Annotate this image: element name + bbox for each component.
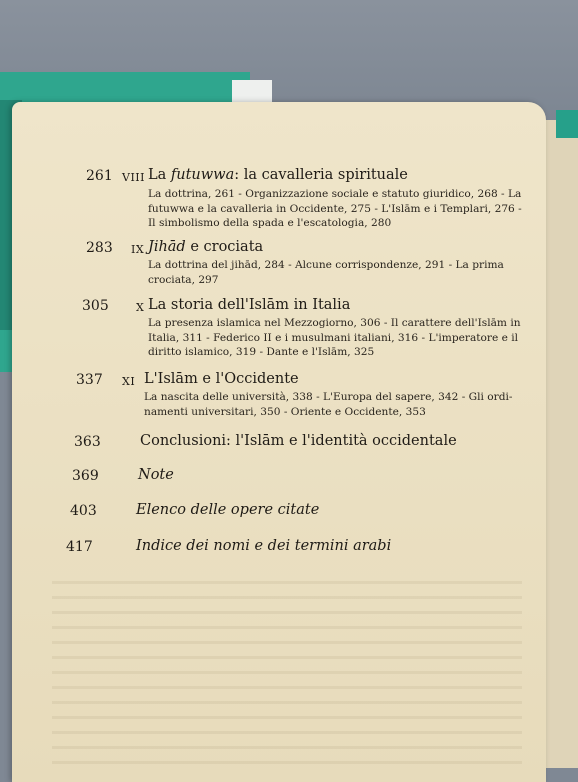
- chapter-title: Conclusioni: l'Islām e l'identità occidentale: [140, 433, 457, 449]
- chapter-title: Indice dei nomi e dei termini arabi: [136, 538, 392, 554]
- chapter-title: Elenco delle opere citate: [136, 502, 320, 518]
- chapter-title: Note: [138, 467, 174, 483]
- chapter-title: La storia dell'Islām in Italia: [148, 297, 351, 313]
- chapter-subsections: La nascita delle università, 338 - L'Europa del sapere, 342 - Gli ordi- namenti universitari, 350 - Oriente e Occidente, 353: [144, 391, 513, 418]
- chapter-title: La futuwwa: la cavalleria spirituale: [148, 167, 408, 183]
- chapter-subsections: La dottrina, 261 - Organizzazione sociale e statuto giuridico, 268 - La futuwwa e la cavalleria in Occidente, 275 - L'Islām e i Templari, 276 - Il simbolismo della spada e l'escatologia, 280: [148, 188, 522, 229]
- book-page: [12, 102, 546, 782]
- page-number: 261: [86, 168, 113, 184]
- chapter-numeral: VIII: [122, 171, 145, 184]
- chapter-numeral: XI: [122, 375, 136, 388]
- teal-book-corner: [556, 110, 578, 138]
- chapter-title: L'Islām e l'Occidente: [144, 371, 299, 387]
- page-number: 369: [72, 468, 99, 484]
- chapter-title: Jihād e crociata: [148, 239, 264, 255]
- page-number: 283: [86, 240, 113, 256]
- chapter-subsections: La presenza islamica nel Mezzogiorno, 306 - Il carattere dell'Islām in Italia, 311 - Federico II e i musulmani italiani, 316 - L'imperatore e il diritto islamico, 319 - Dante e l'Islām, 325: [148, 317, 521, 358]
- show-through-text: [52, 572, 522, 772]
- page-number: 417: [66, 539, 93, 555]
- chapter-numeral: X: [136, 301, 145, 314]
- chapter-numeral: IX: [131, 243, 145, 256]
- page-number: 363: [74, 434, 101, 450]
- chapter-subsections: La dottrina del jihād, 284 - Alcune corrispondenze, 291 - La prima crociata, 297: [148, 259, 504, 286]
- page-number: 305: [82, 298, 109, 314]
- page-number: 403: [70, 503, 97, 519]
- page-number: 337: [76, 372, 103, 388]
